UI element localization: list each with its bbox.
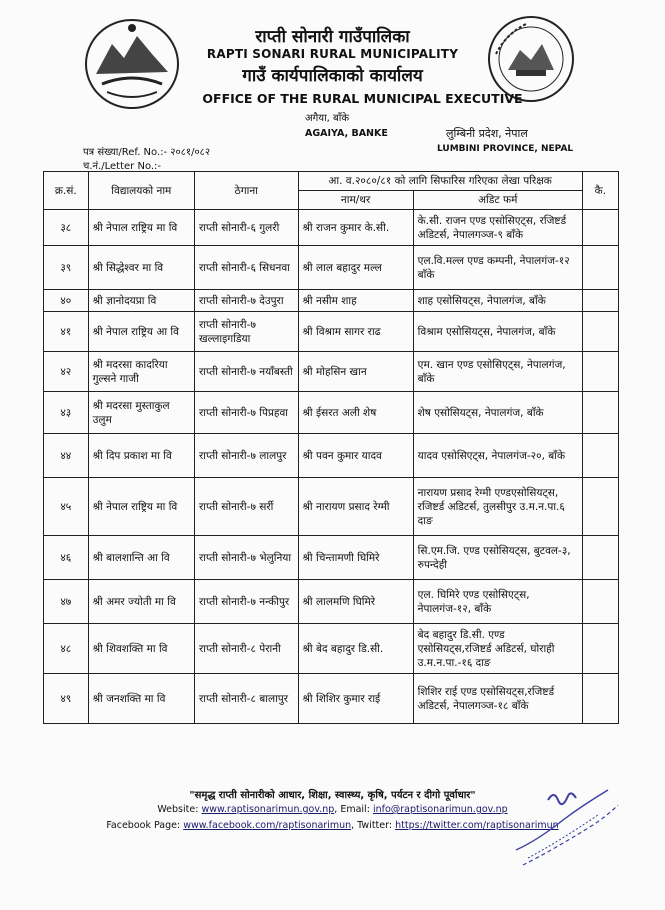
row-number: ४१ [44,312,89,352]
auditor-name: श्री नसीम शाह [298,290,413,312]
twitter-label: , Twitter: [351,820,393,831]
row-number: ४९ [44,674,89,724]
audit-firm: बेद बहादुर डि.सी. एण्ड एसोसियट्स,रजिष्टर्ड अडिटर्स, घोराही उ.म.न.पा.-१६ दाङ [413,624,582,674]
school-address: राप्ती सोनारी-७ नयाँबस्ती [194,352,298,392]
audit-firm: एल.वि.मल्ल एण्ड कम्पनी, नेपालगंज-१२ बाँके [413,246,582,290]
auditor-name: श्री बेद बहादुर डि.सी. [298,624,413,674]
audit-firm: के.सी. राजन एण्ड एसोसिएट्स, रजिष्टर्ड अडिटर्स, नेपालगञ्ज-९ बाँके [413,210,582,246]
row-number: ४६ [44,536,89,580]
audit-firm: शाह एसोसियट्स, नेपालगंज, बाँके [413,290,582,312]
row-number: ४५ [44,478,89,536]
remarks [582,312,618,352]
row-number: ४३ [44,392,89,434]
remarks [582,536,618,580]
auditor-name: श्री पवन कुमार यादव [298,434,413,478]
table-row [44,312,619,352]
table-row [44,478,619,536]
school-address: राप्ती सोनारी-६ सिधनवा [194,246,298,290]
school-name: श्री मदरसा कादरिया गुल्सने गाजी [88,352,194,392]
auditor-name: श्री शिशिर कुमार राई [298,674,413,724]
table-row [44,434,619,478]
header-remarks: कै. [582,172,618,210]
auditor-name: श्री नारायण प्रसाद रेग्मी [298,478,413,536]
remarks [582,210,618,246]
table-row [44,290,619,312]
remarks [582,352,618,392]
school-address: राप्ती सोनारी-७ देउपुरा [194,290,298,312]
letter-number: च.नं./Letter No.:- [83,161,162,172]
remarks [582,392,618,434]
auditor-name: श्री ईसरत अली शेष [298,392,413,434]
audit-firm: विश्राम एसोसियट्स, नेपालगंज, बाँके [413,312,582,352]
school-name: श्री शिवशक्ति मा वि [88,624,194,674]
audit-firm: नारायण प्रसाद रेग्मी एण्डएसोसियट्स, रजिष्टर्ड अडिटर्स, तुलसीपुर उ.म.न.पा.६ दाङ [413,478,582,536]
school-name: श्री दिप प्रकाश मा वि [88,434,194,478]
school-address: राप्ती सोनारी-७ नन्कीपुर [194,580,298,624]
website-label: Website: [157,804,199,815]
twitter-link[interactable]: https://twitter.com/raptisonarimun [395,820,559,831]
footer-motto: "समृद्ध राप्ती सोनारीको आधार, शिक्षा, स्वास्थ्य, कृषि, पर्यटन र दीगो पूर्वाधार" [189,790,476,801]
header-firm: अडिट फर्म [413,191,582,210]
table-row [44,246,619,290]
header-address: ठेगाना [194,172,298,210]
audit-firm: शिशिर राई एण्ड एसोसियट्स,रजिष्टर्ड अडिटर्स, नेपालगञ्ज-१८ बाँके [413,674,582,724]
table-row [44,352,619,392]
school-name: श्री सिद्धेश्वर मा वि [88,246,194,290]
school-address: राप्ती सोनारी-८ पेरानी [194,624,298,674]
table-row [44,210,619,246]
website-link[interactable]: www.raptisonarimun.gov.np [201,804,335,815]
table-row [44,536,619,580]
auditor-name: श्री विश्राम सागर राढ [298,312,413,352]
row-number: ४२ [44,352,89,392]
office-name-nepali: गाउँ कार्यपालिकाको कार्यालय [242,66,423,86]
header-name: नाम/थर [298,191,413,210]
address-english: AGAIYA, BANKE [305,128,388,139]
facebook-label: Facebook Page: [106,820,181,831]
reference-number: पत्र संख्या/Ref. No.:- २०८१/०८२ [83,147,211,158]
school-address: राप्ती सोनारी-७ लालपुर [194,434,298,478]
audit-firm: शेष एसोसियट्स, नेपालगंज, बाँके [413,392,582,434]
auditor-name: श्री राजन कुमार के.सी. [298,210,413,246]
remarks [582,624,618,674]
school-address: राप्ती सोनारी-७ सर्री [194,478,298,536]
school-address: राप्ती सोनारी-८ बालापुर [194,674,298,724]
school-name: श्री मदरसा मुस्ताकुल उलुम [88,392,194,434]
province-nepali: लुम्बिनी प्रदेश, नेपाल [446,127,528,140]
table-row [44,624,619,674]
auditor-name: श्री चिन्तामणी घिमिरे [298,536,413,580]
school-address: राप्ती सोनारी-७ भेलुनिया [194,536,298,580]
row-number: ४४ [44,434,89,478]
remarks [582,290,618,312]
auditor-name: श्री लाल बहादुर मल्ल [298,246,413,290]
remarks [582,580,618,624]
school-name: श्री बालशान्ति आ वि [88,536,194,580]
remarks [582,674,618,724]
auditor-name: श्री मोहसिन खान [298,352,413,392]
school-name: श्री नेपाल राष्ट्रिय मा वि [88,210,194,246]
header-group: आ. व.२०८०/८१ को लागि सिफारिस गरिएका लेखा परिक्षक [298,172,582,191]
table-row [44,392,619,434]
school-name: श्री ज्ञानोदयप्रा वि [88,290,194,312]
school-address: राप्ती सोनारी-६ गुलरी [194,210,298,246]
school-name: श्री अमर ज्योती मा वि [88,580,194,624]
facebook-link[interactable]: www.facebook.com/raptisonarimun [183,820,352,831]
municipality-name-nepali: राप्ती सोनारी गाउँपालिका [255,27,410,47]
audit-firm: यादव एसोसिएट्स, नेपालगंज-२०, बाँके [413,434,582,478]
remarks [582,434,618,478]
audit-firm: एल. घिमिरे एण्ड एसोसिएट्स, नेपालगंज-१२, बाँके [413,580,582,624]
email-label: , Email: [334,804,370,815]
table-row [44,580,619,624]
row-number: ३९ [44,246,89,290]
school-address: राप्ती सोनारी-७ खल्लाइगडिया [194,312,298,352]
email-link[interactable]: info@raptisonarimun.gov.np [372,804,508,815]
remarks [582,478,618,536]
audit-firm: एम. खान एण्ड एसोसिएट्स, नेपालगंज, बाँके [413,352,582,392]
header-school: विद्यालयको नाम [88,172,194,210]
row-number: ४७ [44,580,89,624]
official-stamp-signature-icon [508,780,623,872]
header-no: क्र.सं. [44,172,89,210]
school-address: राप्ती सोनारी-७ पिप्रहवा [194,392,298,434]
row-number: ४८ [44,624,89,674]
office-name-english: OFFICE OF THE RURAL MUNICIPAL EXECUTIVE [202,91,523,106]
remarks [582,246,618,290]
auditor-name: श्री लालमणि घिमिरे [298,580,413,624]
school-name: श्री नेपाल राष्ट्रिय मा वि [88,478,194,536]
school-name: श्री नेपाल राष्ट्रिय आ वि [88,312,194,352]
row-number: ३८ [44,210,89,246]
school-name: श्री जनशक्ति मा वि [88,674,194,724]
auditor-recommendation-table [43,171,619,724]
table-row [44,674,619,724]
audit-firm: सि.एम.जि. एण्ड एसोसियट्स, बुटवल-३, रुपन्देही [413,536,582,580]
municipality-name-english: RAPTI SONARI RURAL MUNICIPALITY [206,47,459,61]
province-english: LUMBINI PROVINCE, NEPAL [437,144,574,154]
row-number: ४० [44,290,89,312]
address-nepali: अगैया, बाँके [305,113,349,124]
